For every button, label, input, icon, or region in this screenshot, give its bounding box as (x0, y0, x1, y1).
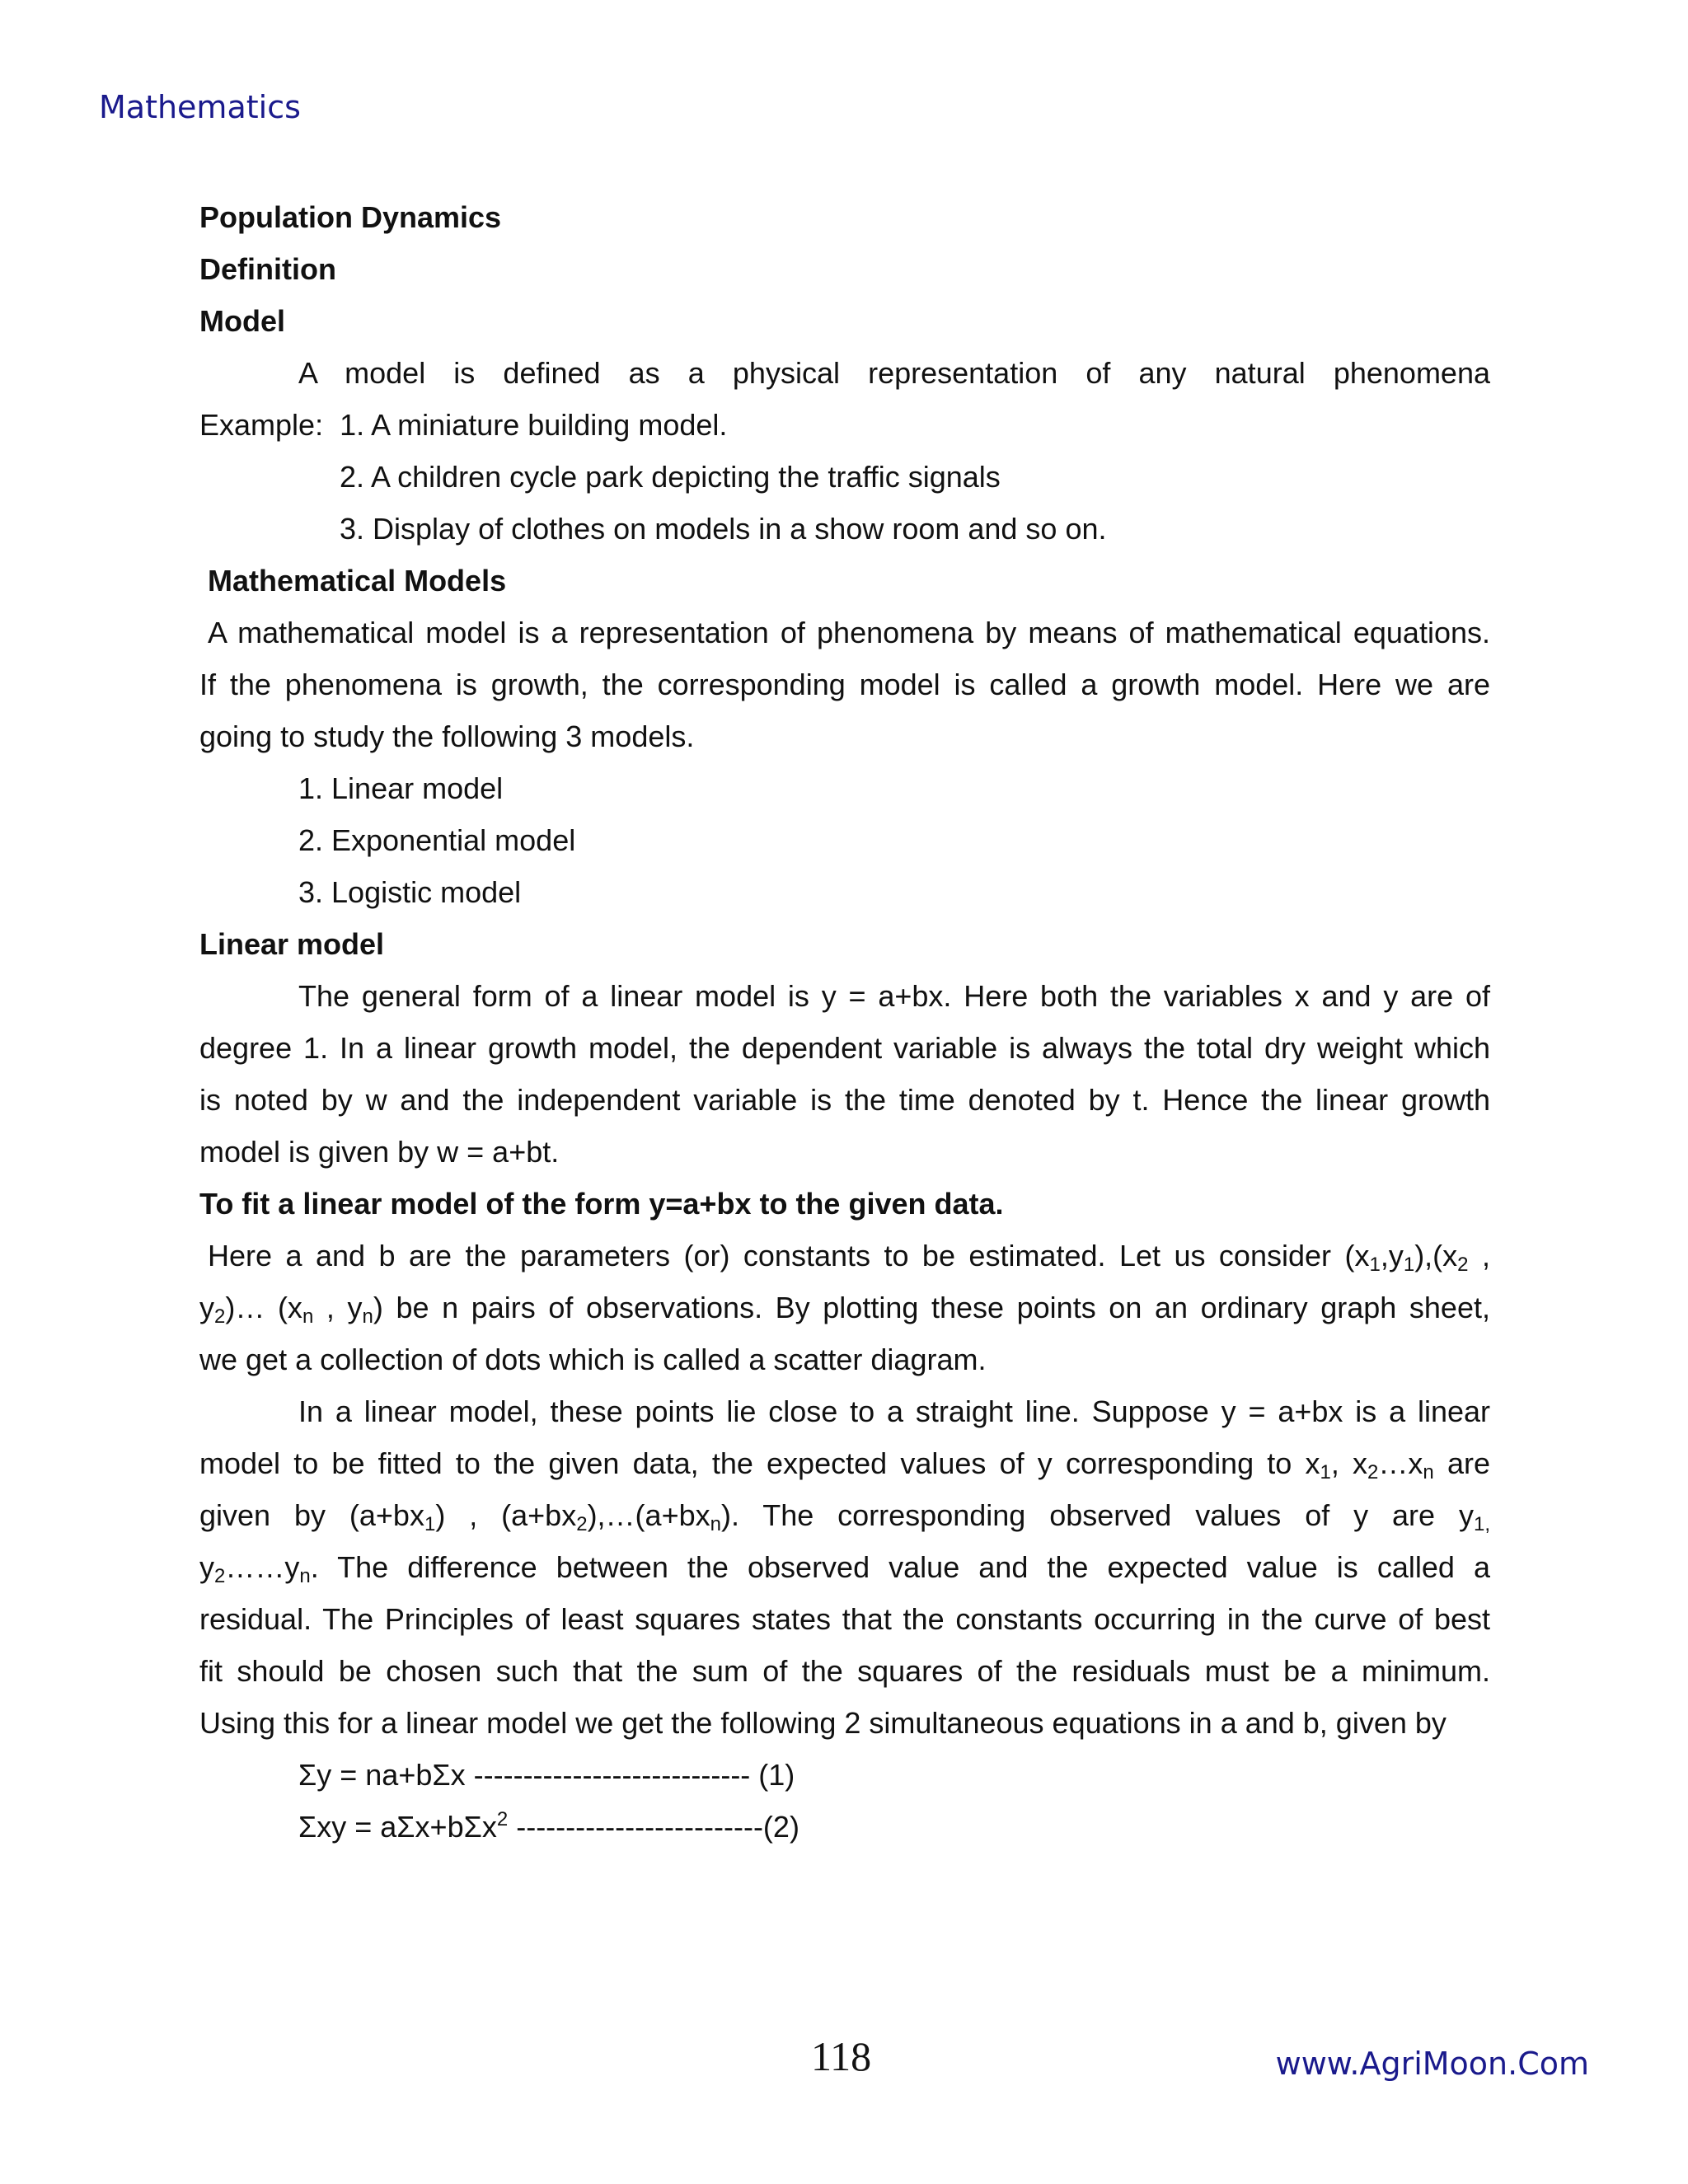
fit-para-line-5: model to be fitted to the given data, the expected values of y corresponding to $x_1$, $x_2\dots x_n$ are (199, 1446, 1490, 1483)
model-list-item: 1. Linear model (298, 771, 504, 805)
fit-para-line-10: Using this for a linear model we get the following 2 simultaneous equations in a and b, given by (199, 1706, 1447, 1740)
heading-linear-model: Linear model (199, 927, 385, 961)
equation-2: Σxy = aΣx+bΣx$^2$ -------------------------(2) (298, 1808, 799, 1844)
equation-1: Σy = na+bΣx ---------------------------- (1) (298, 1758, 795, 1792)
fit-para-line-7: $y_2\dots\dots y_n$. The difference between the observed value and the expected value is called a (199, 1550, 1490, 1587)
subject-header: Mathematics (99, 89, 301, 125)
footer-url: www.AgriMoon.Com (1275, 2046, 1589, 2082)
page-content (199, 191, 1490, 1853)
model-list-item: 3. Logistic model (298, 875, 522, 909)
model-definition: A model is defined as a physical representation of any natural phenomena (298, 356, 1490, 390)
linear-para-line: The general form of a linear model is y = a+bx. Here both the variables x and y are of (298, 979, 1490, 1013)
heading-definition: Definition (199, 252, 336, 286)
page-number: 118 (811, 2033, 872, 2079)
example-line-1 (199, 399, 1490, 451)
example-item-2: 2. A children cycle park depicting the traffic signals (340, 460, 1001, 494)
heading-fit-linear-model: To fit a linear model of the form y=a+bx to the given data. (199, 1187, 1004, 1221)
math-models-para-1: A mathematical model is a representation of phenomena by means of mathematical equations. (208, 616, 1490, 649)
example-prefix: Example: (199, 408, 324, 442)
linear-para-line: is noted by w and the independent variable is the time denoted by t. Hence the linear growth (199, 1083, 1490, 1117)
math-models-para-3: going to study the following 3 models. (199, 719, 695, 753)
linear-para-line: model is given by w = a+bt. (199, 1135, 560, 1169)
fit-para-line-1: Here a and b are the parameters (or) constants to be estimated. Let us consider $(x_1,y_1),(x_2$ , (208, 1239, 1490, 1276)
heading-model: Model (199, 304, 285, 338)
linear-para-line: degree 1. In a linear growth model, the dependent variable is always the total dry weight which (199, 1031, 1490, 1065)
fit-para-line-9: fit should be chosen such that the sum of the squares of the residuals must be a minimum. (199, 1654, 1490, 1688)
fit-para-line-3: we get a collection of dots which is called a scatter diagram. (199, 1343, 987, 1376)
heading-mathematical-models: Mathematical Models (208, 564, 507, 598)
example-item-1: 1. A miniature building model. (340, 408, 728, 442)
fit-para-line-2: $y_2)\dots$ ($x_n$ , $y_n$) be n pairs of observations. By plotting these points on an ordinary graph sheet, (199, 1291, 1490, 1328)
model-list-item: 2. Exponential model (298, 823, 576, 857)
example-item-3: 3. Display of clothes on models in a show room and so on. (340, 512, 1107, 546)
fit-para-line-6: given by $(a+bx_1)$ , $(a+bx_2),\dots(a+bx_n)$. The corresponding observed values of y are $y_{1,}$ (199, 1498, 1490, 1535)
heading-population-dynamics: Population Dynamics (199, 200, 502, 234)
math-models-para-2: If the phenomena is growth, the corresponding model is called a growth model. Here we are (199, 668, 1490, 701)
fit-para-line-8: residual. The Principles of least squares states that the constants occurring in the curve of best (199, 1602, 1490, 1636)
fit-para-line-4: In a linear model, these points lie close to a straight line. Suppose y = a+bx is a linear (298, 1394, 1490, 1428)
